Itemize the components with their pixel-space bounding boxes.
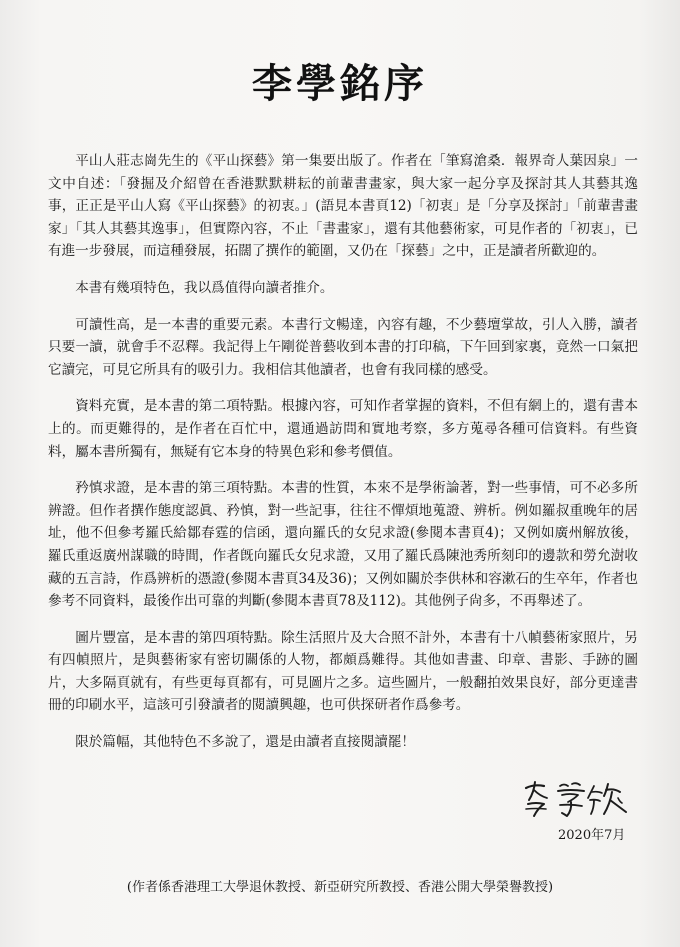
paragraph-2: 本書有幾項特色，我以爲值得向讀者推介。	[75, 279, 334, 296]
paragraph-7: 限於篇幅，其他特色不多說了，還是由讀者直接閱讀罷！	[75, 734, 416, 751]
paragraph-5: 矜慎求證，是本書的第三項特點。本書的性質，本來不是學術論著，對一些事情，可不必多所辨證。但作者撰作態度認眞、矜慎，對一些記事，往往不憚煩地蒐證、辨析。例如羅叔重晚年的居址，他不但參考羅氏給鄒春霆的信函，還向羅氏的女兒求證(參閱本書頁4)；又例如廣州解放後，羅氏重返廣州謀職的時間，作者旣向羅氏女兒求證，又用了羅氏爲陳池秀所刻印的邊款和勞允澍收藏的五言詩，作爲辨析的憑證(參閱本書頁34及36)；又例如關於李供林和容漱石的生卒年，作者也參考不同資料，最後作出可靠的判斷(參閱本書頁78及112)。其他例子尙多，不再舉述了。	[48, 480, 638, 610]
document-title: 李學銘序	[252, 61, 428, 107]
paragraph-1: 平山人莊志崗先生的《平山探藝》第一集要出版了。作者在「筆寫滄桑．報界奇人葉因泉」一文中自述：「發掘及介紹曾在香港默默耕耘的前輩書畫家，與大家一起分享及探討其人其藝其逸事，正正是平山人寫《平山探藝》的初衷。」(語見本書頁12)「初衷」是「分享及探討」「前輩書畫家」「其人其藝其逸事」，但實際內容，不止「書畫家」，還有其他藝術家，可見作者的「初衷」，已有進一步發展，而這種發展，拓闊了撰作的範圍，又仍在「探藝」之中，正是讀者所歡迎的。	[48, 153, 638, 260]
author-footnote: (作者係香港理工大學退休教授、新亞研究所教授、香港公開大學榮譽教授)	[126, 880, 554, 895]
handwritten-signature	[520, 778, 630, 820]
signature-block	[520, 778, 640, 848]
paragraph-6: 圖片豐富，是本書的第四項特點。除生活照片及大合照不計外，本書有十八幀藝術家照片，另有四幀照片，是與藝術家有密切關係的人物，都頗爲難得。其他如書畫、印章、書影、手跡的圖片，大多隔頁就有，有些更每頁都有，可見圖片之多。這些圖片，一般翻拍效果良好，部分更達書冊的印刷水平，這該可引發讀者的閱讀興趣，也可供探研者作爲參考。	[48, 629, 638, 714]
paragraph-4: 資料充實，是本書的第二項特點。根據內容，可知作者掌握的資料，不但有網上的，還有書本上的。而更難得的，是作者在百忙中，還通過訪問和實地考察，多方蒐尋各種可信資料。有些資料，屬本書所獨有，無疑有它本身的特異色彩和參考價值。	[48, 398, 638, 460]
paragraph-3: 可讀性高，是一本書的重要元素。本書行文暢達，內容有趣，不少藝壇掌故，引人入勝，讀者只要一讀，就會手不忍釋。我記得上午剛從普藝收到本書的打印稿，下午回到家裏，竟然一口氣把它讀完，可見它所具有的吸引力。我相信其他讀者，也會有我同樣的感受。	[48, 316, 638, 378]
signature-date: 2020年7月	[558, 828, 626, 843]
document-body	[48, 150, 638, 768]
